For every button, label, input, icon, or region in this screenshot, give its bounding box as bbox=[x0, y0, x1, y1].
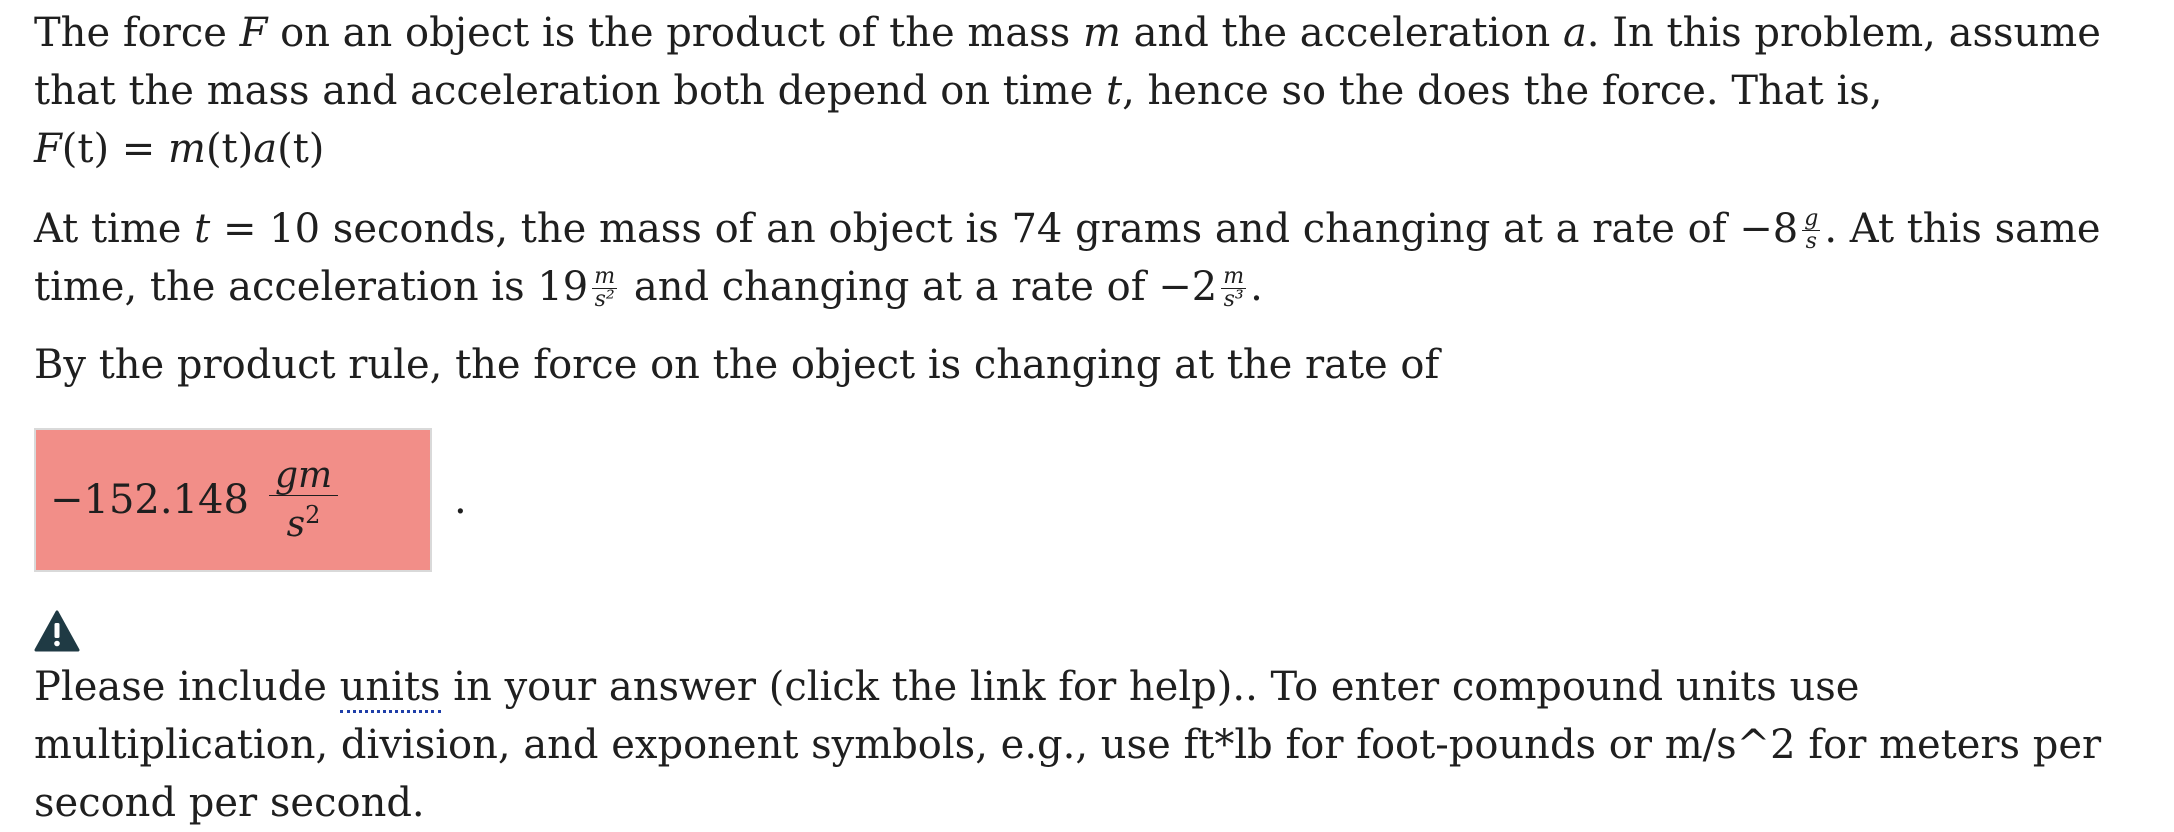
var-m: m bbox=[1082, 10, 1121, 56]
problem-intro bbox=[34, 0, 2144, 120]
frac-numerator: m bbox=[1223, 263, 1245, 289]
answer-row bbox=[34, 427, 467, 573]
eq-arg: (t) bbox=[277, 126, 325, 172]
given-text: and changing at a rate of −2 bbox=[621, 264, 1218, 310]
frac-numerator: m bbox=[594, 263, 616, 289]
given-text: . At this same time, the acceleration is 19 bbox=[34, 206, 2101, 310]
force-equation bbox=[34, 120, 2144, 178]
answer-value: −152.148 bbox=[50, 477, 249, 523]
var-a: a bbox=[1562, 10, 1587, 56]
eq-arg: (t) bbox=[61, 126, 110, 172]
eq-F: F bbox=[34, 126, 62, 172]
intro-text: The force bbox=[34, 10, 240, 56]
problem-body bbox=[34, 0, 2144, 394]
frac-denominator: s³ bbox=[1223, 286, 1244, 312]
answer-input[interactable] bbox=[34, 428, 432, 572]
unit-base: s bbox=[286, 503, 306, 545]
acceleration-rate-unit bbox=[1221, 263, 1246, 312]
units-warning-message bbox=[34, 658, 2144, 832]
given-text: = 10 seconds, the mass of an object is 74 grams and changing at a rate of −8 bbox=[210, 206, 1799, 252]
frac-denominator: s² bbox=[594, 286, 615, 312]
var-F: F bbox=[239, 10, 268, 56]
mass-rate-unit bbox=[1802, 205, 1820, 254]
problem-given-values bbox=[34, 200, 2144, 316]
eq-arg: (t) bbox=[205, 126, 254, 172]
var-t: t bbox=[194, 206, 211, 252]
frac-denominator: s bbox=[1805, 228, 1817, 254]
warning-triangle-icon bbox=[34, 610, 80, 652]
given-text: . bbox=[1250, 264, 1263, 310]
intro-text: . In this problem, assume that the mass and acceleration both depend on time bbox=[34, 10, 2101, 114]
unit-exponent: 2 bbox=[305, 500, 321, 529]
problem-question: By the product rule, the force on the object is changing at the rate of bbox=[34, 342, 1440, 388]
eq-m: m bbox=[168, 126, 206, 172]
unit-numerator: gm bbox=[269, 457, 338, 496]
eq-a: a bbox=[253, 126, 278, 172]
eq-sign: = bbox=[109, 126, 169, 172]
warning-text: Please include bbox=[34, 664, 340, 710]
frac-numerator: g bbox=[1804, 205, 1819, 231]
intro-text: on an object is the product of the mass bbox=[267, 10, 1083, 56]
var-t: t bbox=[1105, 68, 1123, 114]
unit-denominator bbox=[269, 496, 338, 544]
intro-text: , hence so the does the force. That is, bbox=[1122, 68, 1883, 114]
answer-unit bbox=[269, 454, 338, 545]
answer-trailing-period: . bbox=[454, 477, 467, 523]
warning-text: in your answer (click the link for help).. To enter compound units use multiplication, division, and exponent symbols, e.g., use ft*lb for foot-pounds or m/s^2 for meters per second per second. bbox=[34, 664, 2102, 826]
given-text: At time bbox=[34, 206, 195, 252]
units-help-link[interactable]: units bbox=[340, 664, 441, 713]
intro-text: and the acceleration bbox=[1120, 10, 1563, 56]
acceleration-unit bbox=[592, 263, 617, 312]
